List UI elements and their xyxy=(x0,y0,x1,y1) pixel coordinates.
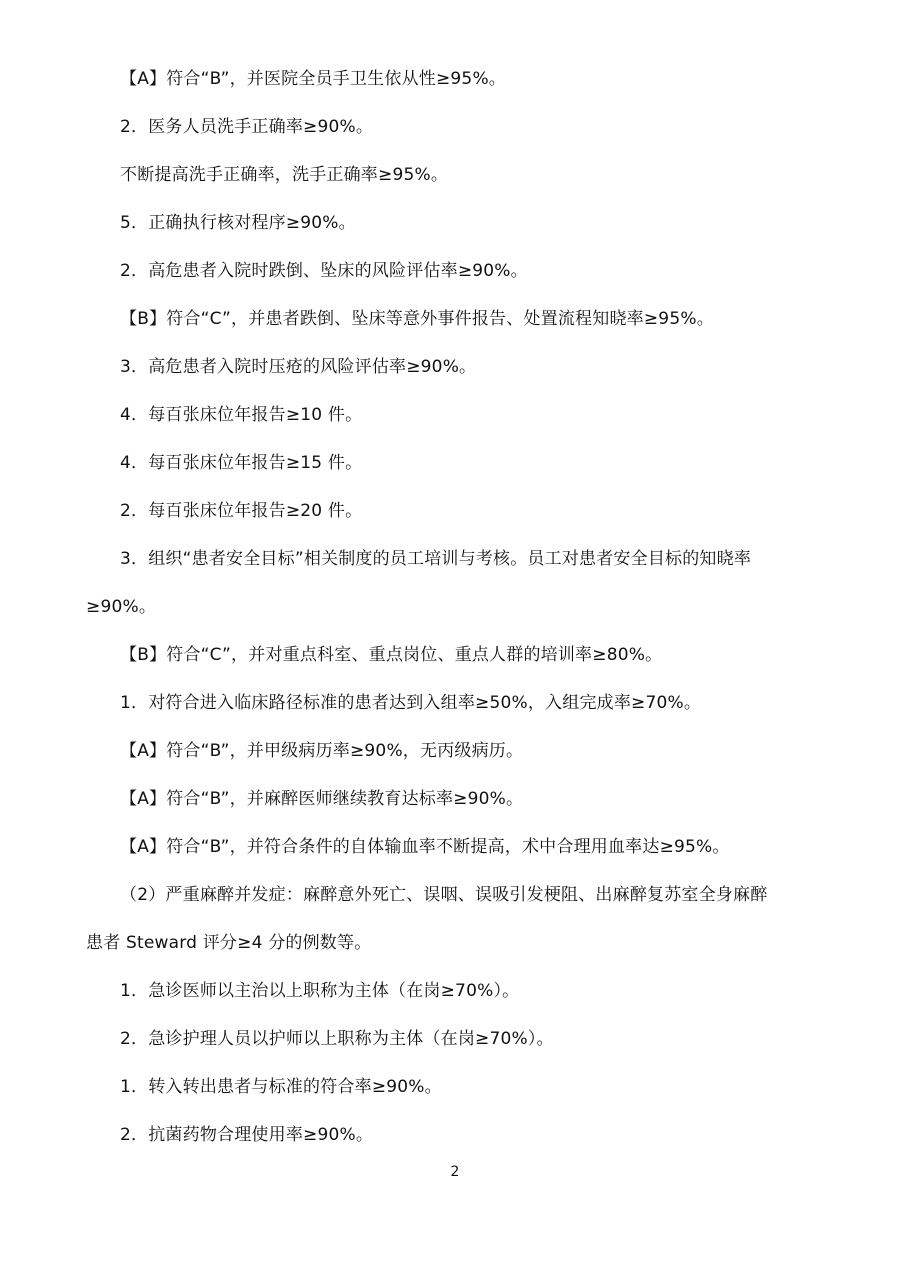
text-line-7: 3．高危患者入院时压疮的风险评估率≥90%。 xyxy=(120,357,477,377)
text-line-10: 2．每百张床位年报告≥20 件。 xyxy=(120,501,363,521)
text-line-23: 2．抗菌药物合理使用率≥90%。 xyxy=(120,1125,374,1145)
page-number: 2 xyxy=(450,1164,460,1180)
text-line-4: 5．正确执行核对程序≥90%。 xyxy=(120,213,356,233)
text-line-12: ≥90%。 xyxy=(86,597,157,617)
text-line-8: 4．每百张床位年报告≥10 件。 xyxy=(120,405,363,425)
text-line-18: （2）严重麻醉并发症：麻醉意外死亡、误咽、误吸引发梗阻、出麻醉复苏室全身麻醉 xyxy=(120,885,768,905)
text-line-13: 【B】符合“C”，并对重点科室、重点岗位、重点人群的培训率≥80%。 xyxy=(120,645,663,665)
text-line-22: 1．转入转出患者与标准的符合率≥90%。 xyxy=(120,1077,442,1097)
text-line-9: 4．每百张床位年报告≥15 件。 xyxy=(120,453,363,473)
text-line-15: 【A】符合“B”，并甲级病历率≥90%，无丙级病历。 xyxy=(120,741,524,761)
text-line-5: 2．高危患者入院时跌倒、坠床的风险评估率≥90%。 xyxy=(120,261,528,281)
text-line-3: 不断提高洗手正确率，洗手正确率≥95%。 xyxy=(120,165,449,185)
text-line-6: 【B】符合“C”，并患者跌倒、坠床等意外事件报告、处置流程知晓率≥95%。 xyxy=(120,309,714,329)
text-line-20: 1．急诊医师以主治以上职称为主体（在岗≥70%）。 xyxy=(120,981,520,1001)
text-line-17: 【A】符合“B”，并符合条件的自体输血率不断提高，术中合理用血率达≥95%。 xyxy=(120,837,730,857)
text-line-19: 患者 Steward 评分≥4 分的例数等。 xyxy=(86,933,372,953)
text-line-21: 2．急诊护理人员以护师以上职称为主体（在岗≥70%）。 xyxy=(120,1029,554,1049)
text-line-14: 1．对符合进入临床路径标准的患者达到入组率≥50%，入组完成率≥70%。 xyxy=(120,693,702,713)
text-line-1: 【A】符合“B”，并医院全员手卫生依从性≥95%。 xyxy=(120,69,507,89)
text-line-16: 【A】符合“B”，并麻醉医师继续教育达标率≥90%。 xyxy=(120,789,524,809)
text-line-2: 2．医务人员洗手正确率≥90%。 xyxy=(120,117,374,137)
text-line-11: 3．组织“患者安全目标”相关制度的员工培训与考核。员工对患者安全目标的知晓率 xyxy=(120,549,752,569)
